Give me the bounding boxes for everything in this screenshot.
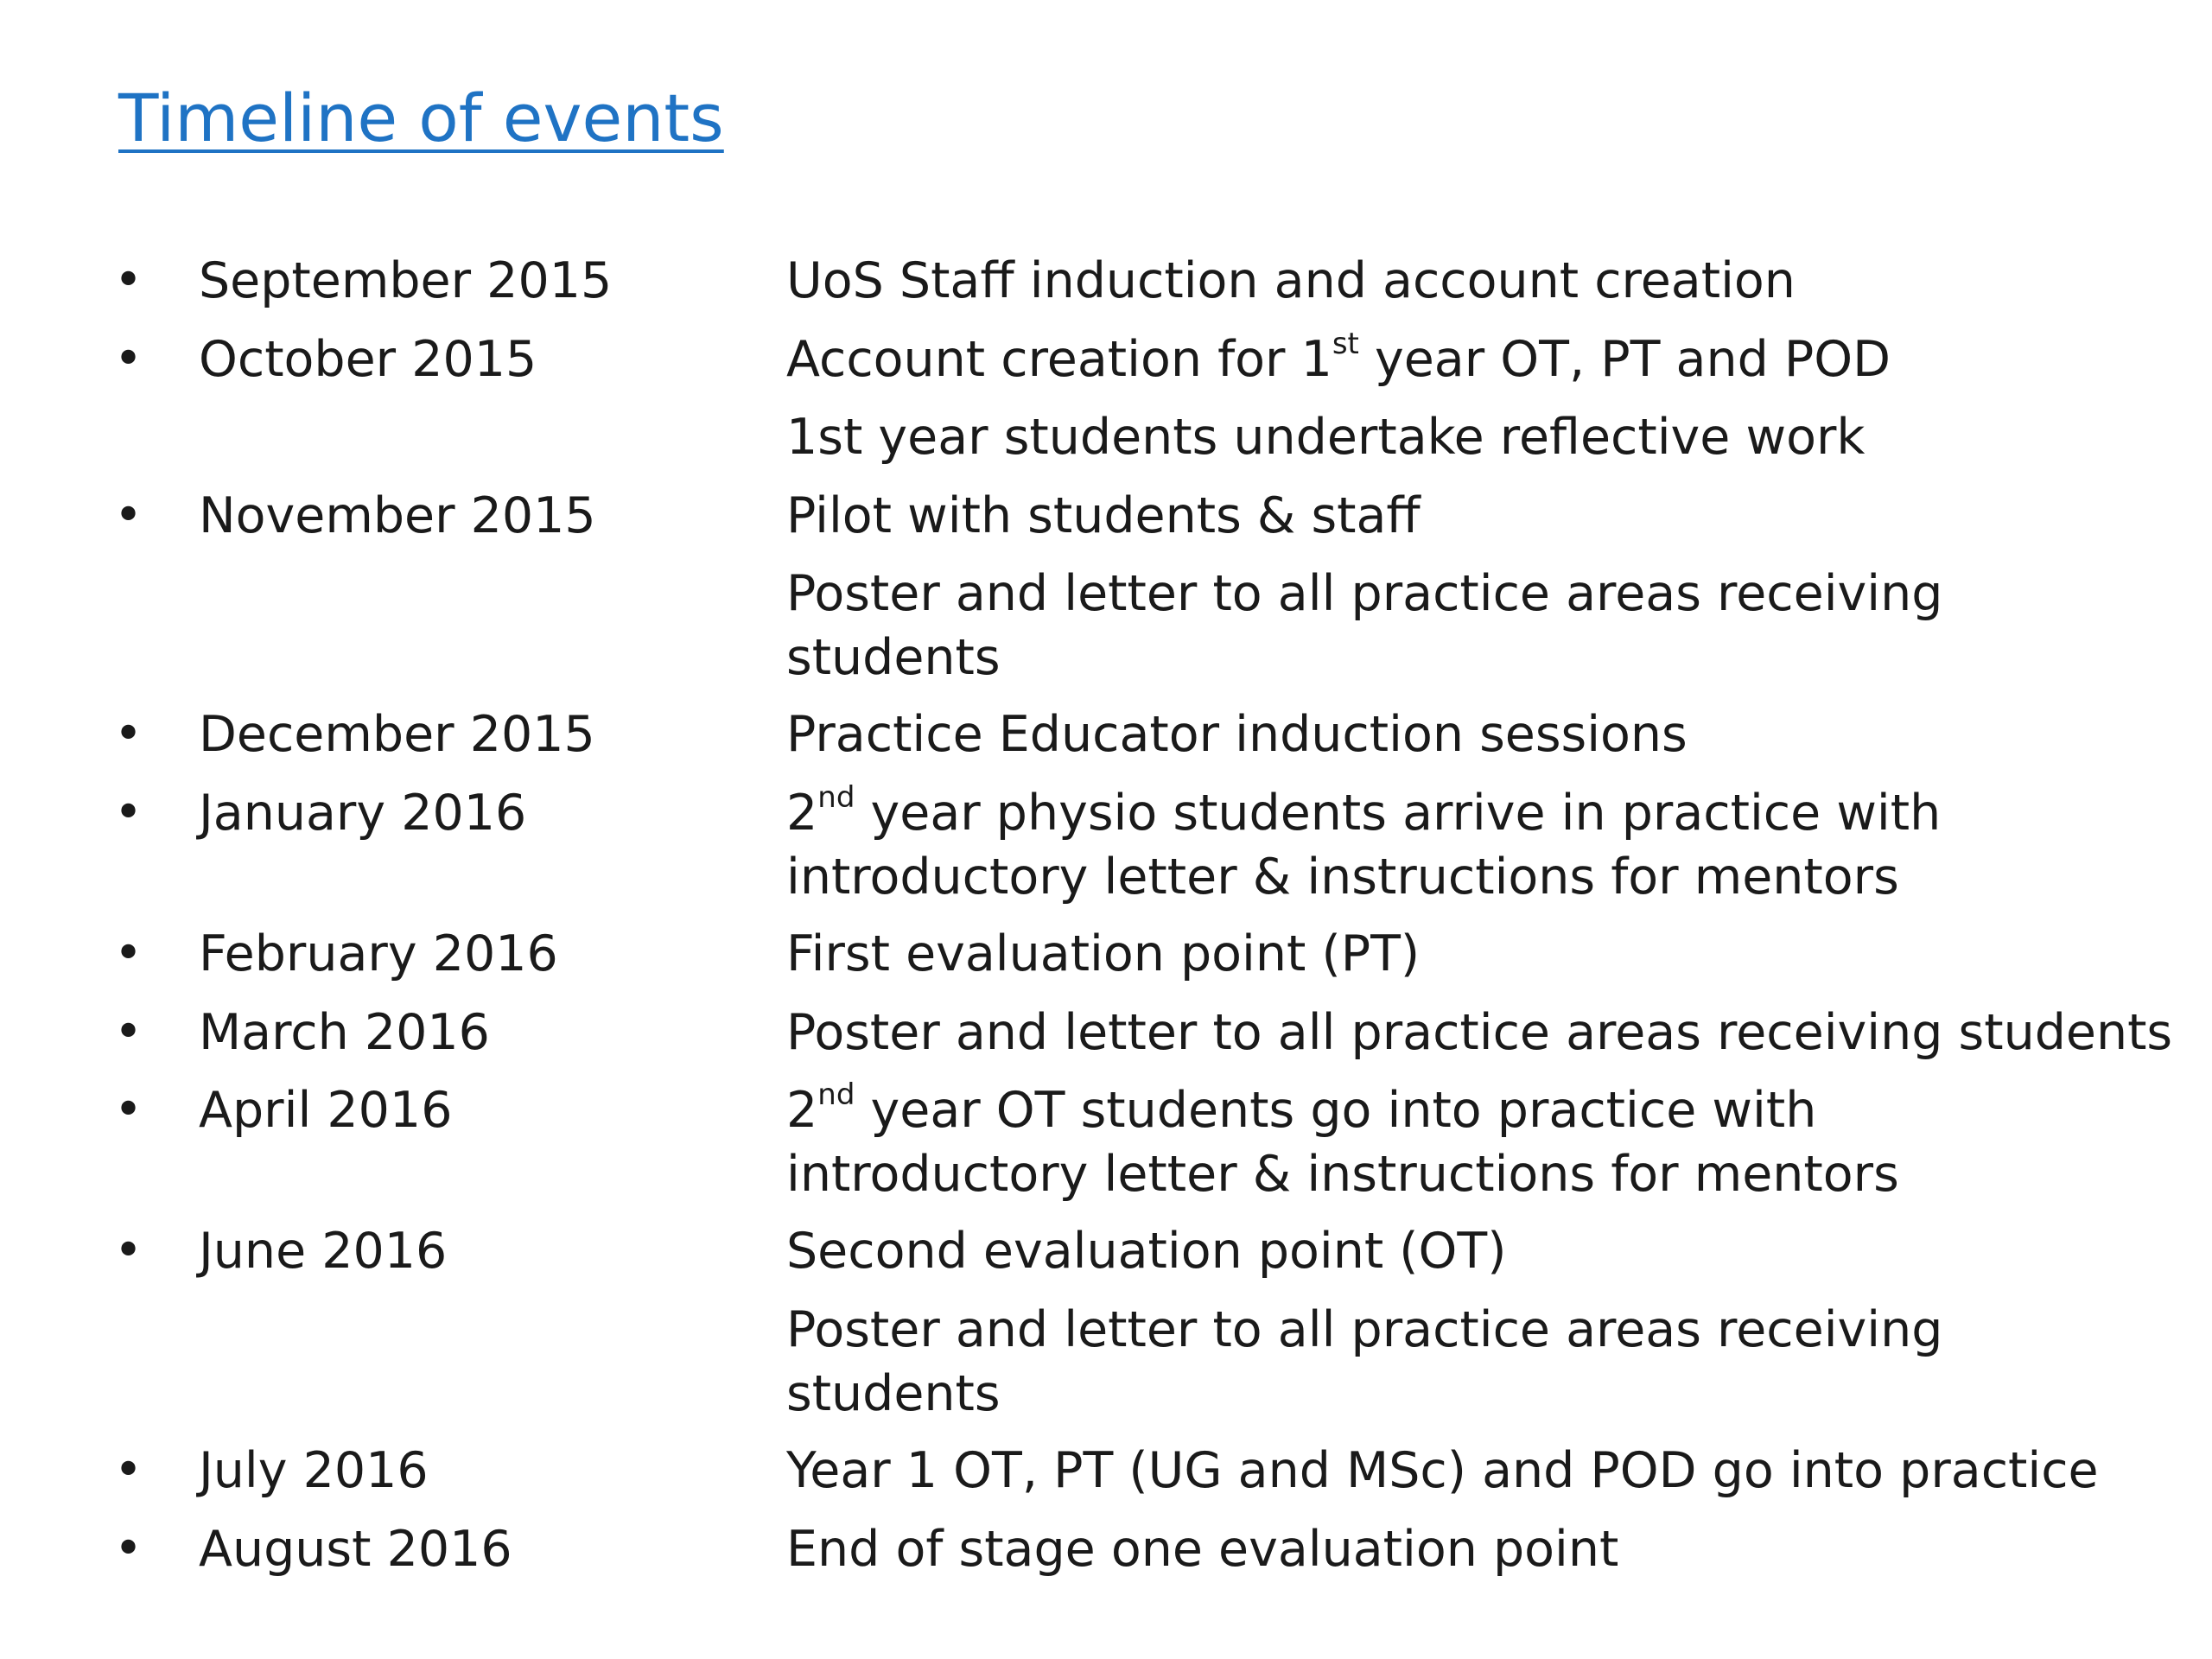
- event-text: students: [786, 629, 1001, 686]
- event-date: April 2016: [199, 1082, 453, 1139]
- event-text: year OT, PT and POD: [1358, 331, 1891, 388]
- event-description: [786, 562, 1942, 690]
- page-title: Timeline of events: [118, 79, 724, 156]
- event-text: year OT students go into practice with: [855, 1082, 1817, 1139]
- ordinal-suffix: nd: [817, 780, 855, 815]
- event-date: December 2015: [199, 706, 595, 763]
- event-description: [786, 781, 1941, 909]
- event-description: [786, 1298, 1942, 1426]
- event-text: Account creation for 1: [786, 331, 1332, 388]
- event-description: Year 1 OT, PT (UG and MSc) and POD go into practice: [786, 1442, 2099, 1499]
- bullet-icon: •: [114, 1442, 143, 1498]
- event-text: introductory letter & instructions for mentors: [786, 849, 1899, 906]
- bullet-icon: •: [114, 1223, 143, 1279]
- event-date: March 2016: [199, 1004, 490, 1061]
- event-date: June 2016: [199, 1223, 448, 1280]
- event-description: [786, 321, 1891, 398]
- event-date: November 2015: [199, 487, 596, 544]
- event-text: Poster and letter to all practice areas receiving: [786, 565, 1943, 622]
- event-text: students: [786, 1365, 1001, 1422]
- event-text: 2: [786, 1082, 818, 1139]
- event-text: 2: [786, 785, 818, 842]
- ordinal-suffix: st: [1332, 327, 1359, 361]
- event-description: Pilot with students & staff: [786, 487, 1421, 544]
- event-date: February 2016: [199, 925, 558, 982]
- event-date: January 2016: [199, 785, 527, 842]
- event-text: introductory letter & instructions for mentors: [786, 1146, 1899, 1203]
- bullet-icon: •: [114, 331, 143, 387]
- event-date: September 2015: [199, 252, 613, 309]
- bullet-icon: •: [114, 925, 143, 982]
- event-text: year physio students arrive in practice with: [855, 785, 1942, 842]
- event-description: [786, 1078, 1899, 1206]
- ordinal-suffix: nd: [817, 1077, 855, 1112]
- bullet-icon: •: [114, 1082, 143, 1138]
- event-description: Practice Educator induction sessions: [786, 706, 1688, 763]
- event-description: End of stage one evaluation point: [786, 1521, 1619, 1578]
- event-date: July 2016: [199, 1442, 429, 1499]
- bullet-icon: •: [114, 785, 143, 841]
- event-description: Poster and letter to all practice areas receiving students: [786, 1004, 2173, 1061]
- event-date: October 2015: [199, 331, 537, 388]
- bullet-icon: •: [114, 487, 143, 543]
- event-description: UoS Staff induction and account creation: [786, 252, 1796, 309]
- event-description: 1st year students undertake reflective work: [786, 409, 1866, 466]
- bullet-icon: •: [114, 706, 143, 762]
- event-date: August 2016: [199, 1521, 512, 1578]
- bullet-icon: •: [114, 1004, 143, 1060]
- bullet-icon: •: [114, 252, 143, 308]
- event-description: Second evaluation point (OT): [786, 1223, 1507, 1280]
- event-description: First evaluation point (PT): [786, 925, 1421, 982]
- event-text: Poster and letter to all practice areas receiving: [786, 1301, 1943, 1358]
- bullet-icon: •: [114, 1521, 143, 1577]
